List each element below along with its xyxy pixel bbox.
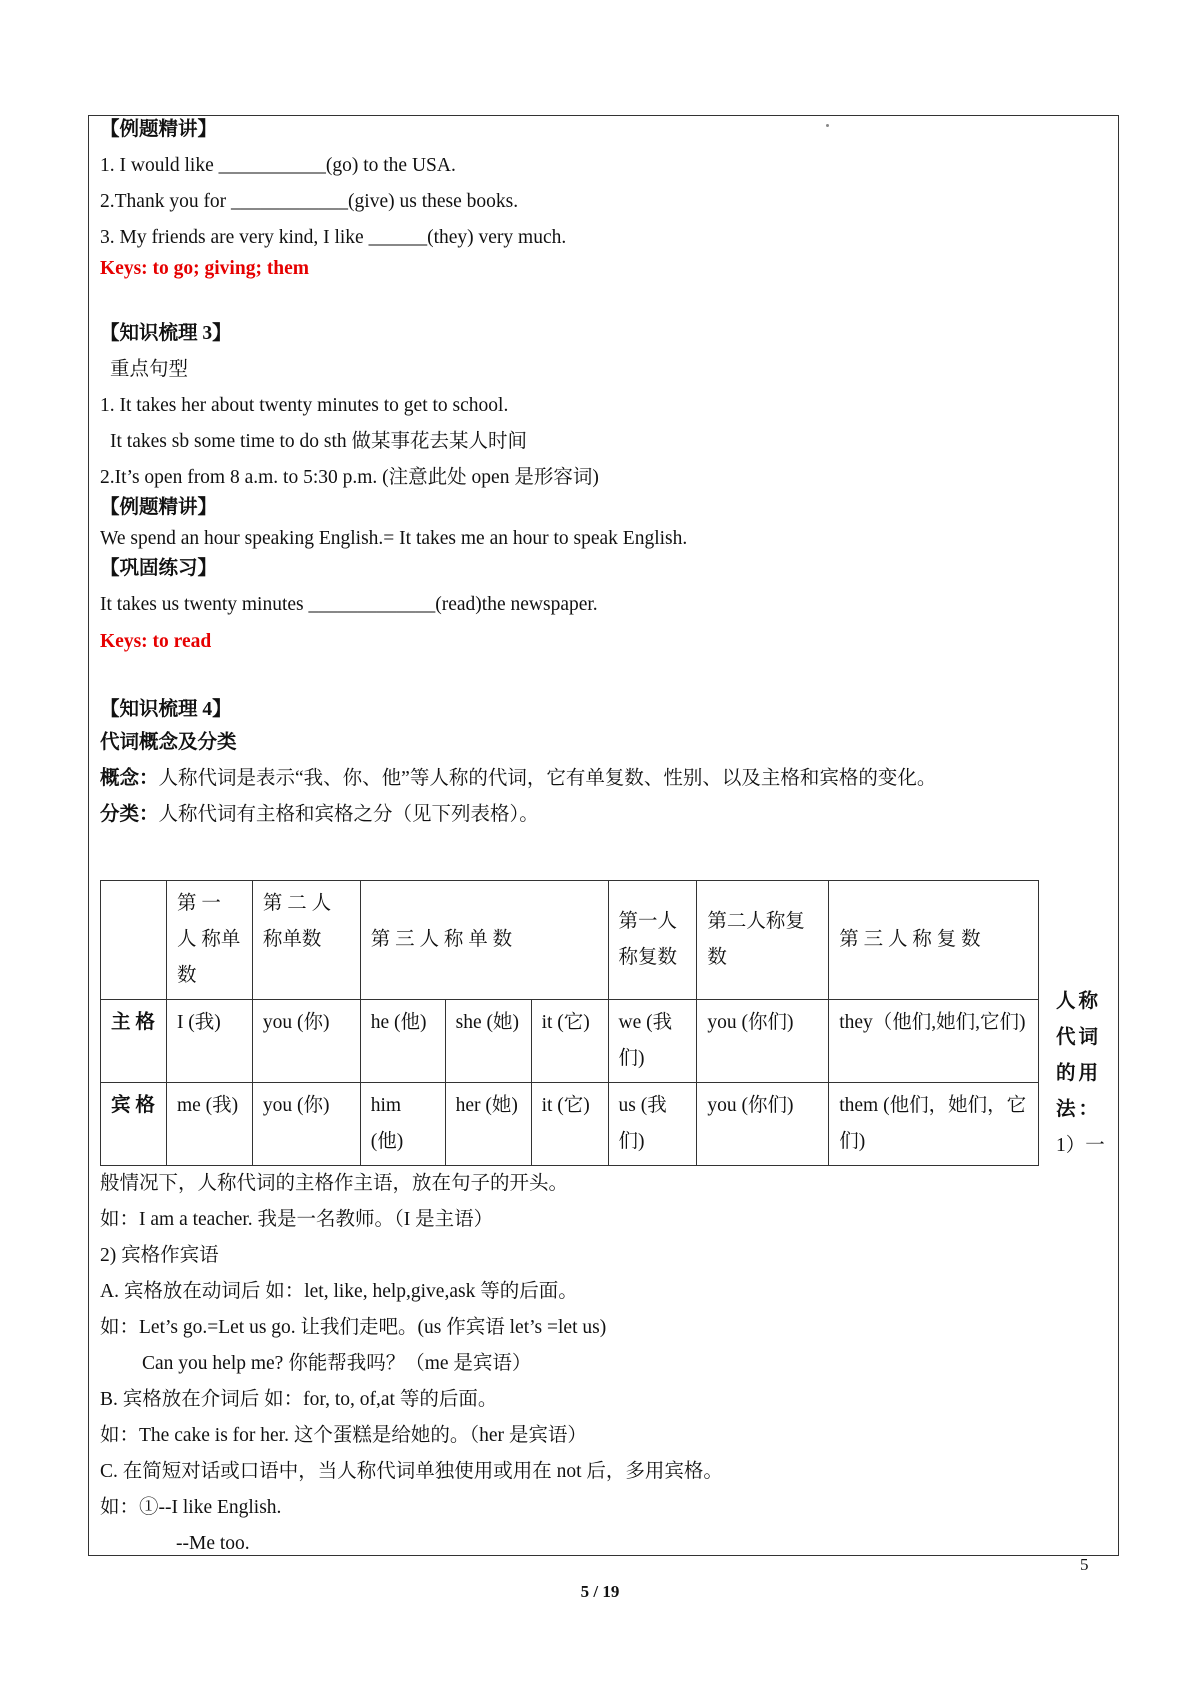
usage-line: 如：The cake is for her. 这个蛋糕是给她的。（her 是宾语） <box>100 1425 587 1446</box>
table-cell: you (你) <box>252 1083 360 1166</box>
practice-question: It takes us twenty minutes _____________(read)the newspaper. <box>100 594 598 615</box>
sentence-pattern-2: 2.It’s open from 8 a.m. to 5:30 p.m. (注意此处 open 是形容词) <box>100 467 599 488</box>
table-cell: me (我) <box>166 1083 252 1166</box>
table-header-row <box>101 881 1039 1000</box>
sentence-pattern-1: 1. It takes her about twenty minutes to get to school. <box>100 395 509 416</box>
header-first-person-plural: 第一人称复数 <box>608 881 697 1000</box>
usage-line: A. 宾格放在动词后 如：let, like, help,give,ask 等的后面。 <box>100 1281 578 1302</box>
concept-line <box>100 766 936 792</box>
side-heading-text: 人称代词的用法： <box>1056 991 1102 1120</box>
usage-line: B. 宾格放在介词后 如：for, to, of,at 等的后面。 <box>100 1389 498 1410</box>
exercise-question-3: 3. My friends are very kind, I like ______(they) very much. <box>100 227 567 248</box>
concept-label: 概念： <box>100 768 159 789</box>
header-third-person-plural: 第 三 人 称 复 数 <box>829 881 1039 1000</box>
example-heading: 【例题精讲】 <box>100 119 218 140</box>
usage-line: --Me too. <box>176 1533 250 1554</box>
table-cell: you (你) <box>252 1000 360 1083</box>
classification-line <box>100 802 539 828</box>
usage-line: C. 在简短对话或口语中，当人称代词单独使用或用在 not 后，多用宾格。 <box>100 1461 723 1482</box>
row-label-object: 宾 格 <box>101 1083 167 1166</box>
classification-label: 分类： <box>100 804 159 825</box>
table-cell: it (它) <box>531 1000 608 1083</box>
knowledge-4-heading: 【知识梳理 4】 <box>100 699 232 720</box>
table-cell: them (他们，她们，它们) <box>829 1083 1039 1166</box>
example-heading-2: 【例题精讲】 <box>100 497 218 518</box>
usage-line: Can you help me? 你能帮我吗？（me 是宾语） <box>142 1353 532 1374</box>
answer-keys-2: Keys: to read <box>100 631 212 652</box>
classification-text: 人称代词有主格和宾格之分（见下列表格）。 <box>158 804 539 825</box>
sentence-pattern-1-note: It takes sb some time to do sth 做某事花去某人时间 <box>110 431 528 452</box>
usage-line: 如：Let’s go.=Let us go. 让我们走吧。(us 作宾语 let’s =let us) <box>100 1317 607 1338</box>
usage-line: 如：I am a teacher. 我是一名教师。（I 是主语） <box>100 1209 494 1230</box>
exercise-question-1: 1. I would like ___________(go) to the USA. <box>100 155 456 176</box>
table-cell: you (你们) <box>697 1083 829 1166</box>
example-text-2: We spend an hour speaking English.= It takes me an hour to speak English. <box>100 528 688 549</box>
row-label-subject: 主 格 <box>101 1000 167 1083</box>
table-cell: it (它) <box>531 1083 608 1166</box>
stray-dot <box>826 124 829 127</box>
usage-line: 般情况下，人称代词的主格作主语，放在句子的开头。 <box>100 1173 569 1194</box>
table-cell: us (我们) <box>608 1083 697 1166</box>
table-cell: she (她) <box>445 1000 531 1083</box>
pronoun-section-title: 代词概念及分类 <box>100 732 237 753</box>
knowledge-3-heading: 【知识梳理 3】 <box>100 323 232 344</box>
header-second-person-plural: 第二人称复数 <box>697 881 829 1000</box>
usage-line: 2) 宾格作宾语 <box>100 1245 219 1266</box>
exercise-question-2: 2.Thank you for ____________(give) us these books. <box>100 191 519 212</box>
table-cell: they（他们,她们,它们) <box>829 1000 1039 1083</box>
header-first-person-singular: 第 一 人 称单数 <box>166 881 252 1000</box>
header-third-person-singular: 第 三 人 称 单 数 <box>360 881 608 1000</box>
key-sentences-subtitle: 重点句型 <box>110 359 189 380</box>
page-count: 5 / 19 <box>580 1582 620 1601</box>
pronoun-usage-side-heading <box>1056 984 1110 1164</box>
table-cell: we (我们) <box>608 1000 697 1083</box>
table-cell: her (她) <box>445 1083 531 1166</box>
side-heading-tail: 1）一 <box>1056 1135 1105 1156</box>
pronoun-table <box>100 880 1039 1166</box>
header-second-person-singular: 第 二 人 称单数 <box>252 881 360 1000</box>
page-number: 5 <box>1080 1555 1089 1574</box>
concept-text: 人称代词是表示“我、你、他”等人称的代词，它有单复数、性别、以及主格和宾格的变化。 <box>158 768 937 789</box>
practice-heading: 【巩固练习】 <box>100 558 218 579</box>
usage-line: 如：①--I like English. <box>100 1497 282 1518</box>
table-cell: him (他) <box>360 1083 445 1166</box>
table-row <box>101 1000 1039 1083</box>
answer-keys-1: Keys: to go; giving; them <box>100 258 310 279</box>
table-row <box>101 1083 1039 1166</box>
table-cell: he (他) <box>360 1000 445 1083</box>
table-corner-cell <box>101 881 167 1000</box>
table-cell: I (我) <box>166 1000 252 1083</box>
table-cell: you (你们) <box>697 1000 829 1083</box>
